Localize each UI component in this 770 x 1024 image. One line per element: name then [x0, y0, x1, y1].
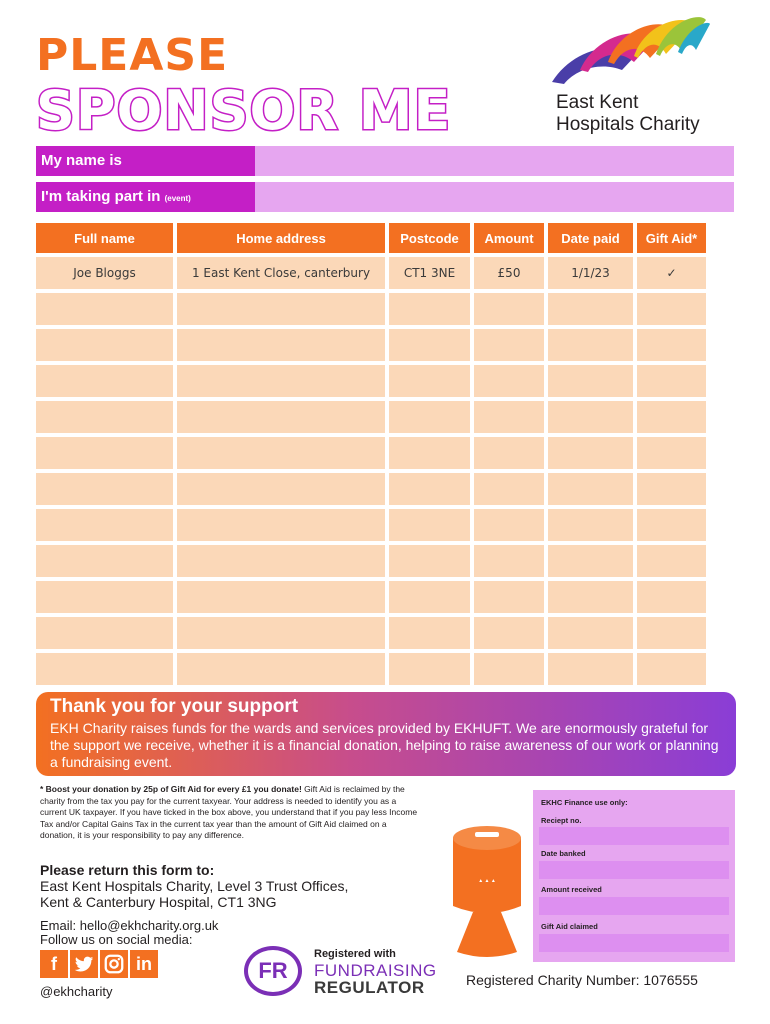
charity-logo-icon	[542, 10, 712, 100]
cell-postcode[interactable]	[389, 509, 470, 541]
return-address	[40, 878, 420, 910]
cell-home-address[interactable]	[177, 329, 385, 361]
cell-full-name[interactable]	[36, 509, 173, 541]
charity-logo-text	[556, 92, 700, 136]
thanks-body: EKH Charity raises funds for the wards and services provided by EKHUFT. We are enormously grateful for the support we receive, whether it is a financial donation, helping to raise awareness of our work or planning a fundraising event.	[50, 720, 719, 770]
table-row	[36, 257, 706, 289]
cell-full-name[interactable]	[36, 329, 173, 361]
regulator-regulator-text: REGULATOR	[314, 978, 425, 997]
cell-amount[interactable]	[474, 617, 544, 649]
cell-postcode[interactable]	[389, 581, 470, 613]
finance-use-box	[533, 790, 735, 962]
cell-date-paid[interactable]	[548, 293, 633, 325]
email-line[interactable]: Email: hello@ekhcharity.org.uk	[40, 918, 219, 933]
cell-home-address[interactable]	[177, 293, 385, 325]
col-home-address: Home address	[177, 223, 385, 253]
social-handle: @ekhcharity	[40, 984, 113, 999]
cell-gift-aid[interactable]	[637, 617, 706, 649]
cell-date-paid[interactable]: 1/1/23	[548, 257, 633, 289]
cell-home-address[interactable]	[177, 437, 385, 469]
cell-home-address[interactable]	[177, 581, 385, 613]
cell-date-paid[interactable]	[548, 401, 633, 433]
cell-postcode[interactable]	[389, 401, 470, 433]
table-row	[36, 293, 706, 325]
table-row	[36, 365, 706, 397]
please-heading: PLEASE	[36, 30, 229, 81]
event-label	[36, 182, 255, 212]
cell-full-name[interactable]	[36, 401, 173, 433]
amount-received-label: Amount received	[541, 885, 602, 894]
cell-home-address[interactable]	[177, 473, 385, 505]
cell-gift-aid[interactable]	[637, 473, 706, 505]
event-label-text: I'm taking part in	[41, 188, 161, 205]
cell-date-paid[interactable]	[548, 365, 633, 397]
cell-home-address[interactable]: 1 East Kent Close, canterbury	[177, 257, 385, 289]
cell-postcode[interactable]	[389, 653, 470, 685]
gift-aid-claimed-label: Gift Aid claimed	[541, 922, 598, 931]
cell-home-address[interactable]	[177, 401, 385, 433]
cell-full-name[interactable]	[36, 617, 173, 649]
facebook-icon[interactable]: f	[40, 950, 68, 978]
date-banked-label: Date banked	[541, 849, 586, 858]
name-label: My name is	[36, 146, 255, 176]
cell-amount[interactable]: £50	[474, 257, 544, 289]
logo-line-2: Hospitals Charity	[556, 113, 700, 135]
cell-postcode[interactable]	[389, 473, 470, 505]
cell-full-name[interactable]	[36, 473, 173, 505]
receipt-field[interactable]	[539, 827, 729, 845]
gift-aid-body: Gift Aid is reclaimed by the charity from the tax you pay for the current taxyear. Your address is needed to identify you as a current UK taxpayer. If you have ticked in the box above, you understand that if you pay less Income Tax and/or Capital Gains Tax in the current tax year than the amount of Gift Aid claimed on a donation, it is your responsibility to pay any difference.	[40, 784, 418, 840]
col-gift-aid: Gift Aid*	[637, 223, 706, 253]
name-field[interactable]	[36, 146, 734, 176]
table-row	[36, 545, 706, 577]
cell-gift-aid[interactable]	[637, 365, 706, 397]
table-row	[36, 329, 706, 361]
return-address-line-1: East Kent Hospitals Charity, Level 3 Trust Offices,	[40, 878, 349, 894]
cell-amount[interactable]	[474, 581, 544, 613]
cell-amount[interactable]	[474, 293, 544, 325]
cell-date-paid[interactable]	[548, 617, 633, 649]
cell-gift-aid[interactable]	[637, 545, 706, 577]
cell-postcode[interactable]	[389, 329, 470, 361]
amount-received-field[interactable]	[539, 897, 729, 915]
cell-date-paid[interactable]	[548, 545, 633, 577]
table-header-row	[36, 223, 706, 253]
cell-date-paid[interactable]	[548, 473, 633, 505]
instagram-icon[interactable]	[100, 950, 128, 978]
cell-full-name[interactable]	[36, 653, 173, 685]
gift-aid-claimed-field[interactable]	[539, 934, 729, 952]
cell-home-address[interactable]	[177, 653, 385, 685]
col-full-name: Full name	[36, 223, 173, 253]
thank-you-banner	[36, 692, 736, 776]
cell-postcode[interactable]	[389, 437, 470, 469]
cell-gift-aid[interactable]	[637, 293, 706, 325]
cell-amount[interactable]	[474, 365, 544, 397]
thanks-title: Thank you for your support	[50, 696, 299, 717]
table-row	[36, 401, 706, 433]
cell-date-paid[interactable]	[548, 581, 633, 613]
cell-gift-aid[interactable]	[637, 437, 706, 469]
cell-gift-aid[interactable]	[637, 653, 706, 685]
cell-postcode[interactable]	[389, 617, 470, 649]
gift-aid-note	[40, 784, 420, 842]
sponsor-table	[32, 219, 710, 689]
cell-amount[interactable]	[474, 329, 544, 361]
col-date-paid: Date paid	[548, 223, 633, 253]
social-icons	[40, 950, 158, 978]
linkedin-icon[interactable]: in	[130, 950, 158, 978]
cell-date-paid[interactable]	[548, 509, 633, 541]
finance-title: EKHC Finance use only:	[541, 798, 628, 807]
cell-date-paid[interactable]	[548, 329, 633, 361]
cell-amount[interactable]	[474, 509, 544, 541]
cell-home-address[interactable]	[177, 365, 385, 397]
fundraising-regulator-badge: FR	[244, 946, 302, 996]
cell-amount[interactable]	[474, 653, 544, 685]
cell-full-name[interactable]	[36, 545, 173, 577]
cell-gift-aid[interactable]	[637, 581, 706, 613]
cell-full-name[interactable]	[36, 581, 173, 613]
event-label-small: (event)	[164, 194, 191, 203]
cell-amount[interactable]	[474, 545, 544, 577]
cell-postcode[interactable]: CT1 3NE	[389, 257, 470, 289]
cell-amount[interactable]	[474, 401, 544, 433]
cell-postcode[interactable]	[389, 293, 470, 325]
cell-full-name[interactable]	[36, 437, 173, 469]
return-address-line-2: Kent & Canterbury Hospital, CT1 3NG	[40, 894, 277, 910]
event-field[interactable]	[36, 182, 734, 212]
logo-line-1: East Kent	[556, 92, 639, 113]
social-line: Follow us on social media:	[40, 932, 193, 947]
cell-gift-aid[interactable]: ✓	[637, 257, 706, 289]
svg-text:▲ ▲ ▲: ▲ ▲ ▲	[478, 878, 496, 884]
table-row	[36, 473, 706, 505]
cell-date-paid[interactable]	[548, 653, 633, 685]
col-amount: Amount	[474, 223, 544, 253]
gift-aid-lead: * Boost your donation by 25p of Gift Aid for every £1 you donate!	[40, 784, 302, 794]
cell-gift-aid[interactable]	[637, 401, 706, 433]
cell-postcode[interactable]	[389, 365, 470, 397]
table-row	[36, 617, 706, 649]
twitter-icon[interactable]	[70, 950, 98, 978]
cell-home-address[interactable]	[177, 617, 385, 649]
cell-home-address[interactable]	[177, 545, 385, 577]
cell-full-name[interactable]	[36, 293, 173, 325]
cell-date-paid[interactable]	[548, 437, 633, 469]
receipt-label: Reciept no.	[541, 816, 582, 825]
table-row	[36, 653, 706, 685]
return-title: Please return this form to:	[40, 862, 215, 878]
date-banked-field[interactable]	[539, 861, 729, 879]
table-row	[36, 437, 706, 469]
charity-number: Registered Charity Number: 1076555	[466, 972, 698, 988]
cell-amount[interactable]	[474, 473, 544, 505]
cell-full-name[interactable]: Joe Bloggs	[36, 257, 173, 289]
regulator-fundraising-text: FUNDRAISING	[314, 961, 437, 980]
collection-box-icon	[443, 818, 531, 960]
cell-amount[interactable]	[474, 437, 544, 469]
cell-gift-aid[interactable]	[637, 329, 706, 361]
table-row	[36, 581, 706, 613]
cell-gift-aid[interactable]	[637, 509, 706, 541]
regulator-registered-text: Registered with	[314, 948, 396, 960]
cell-full-name[interactable]	[36, 365, 173, 397]
sponsor-me-heading: SPONSOR ME	[36, 79, 452, 142]
table-row	[36, 509, 706, 541]
col-postcode: Postcode	[389, 223, 470, 253]
cell-home-address[interactable]	[177, 509, 385, 541]
cell-postcode[interactable]	[389, 545, 470, 577]
